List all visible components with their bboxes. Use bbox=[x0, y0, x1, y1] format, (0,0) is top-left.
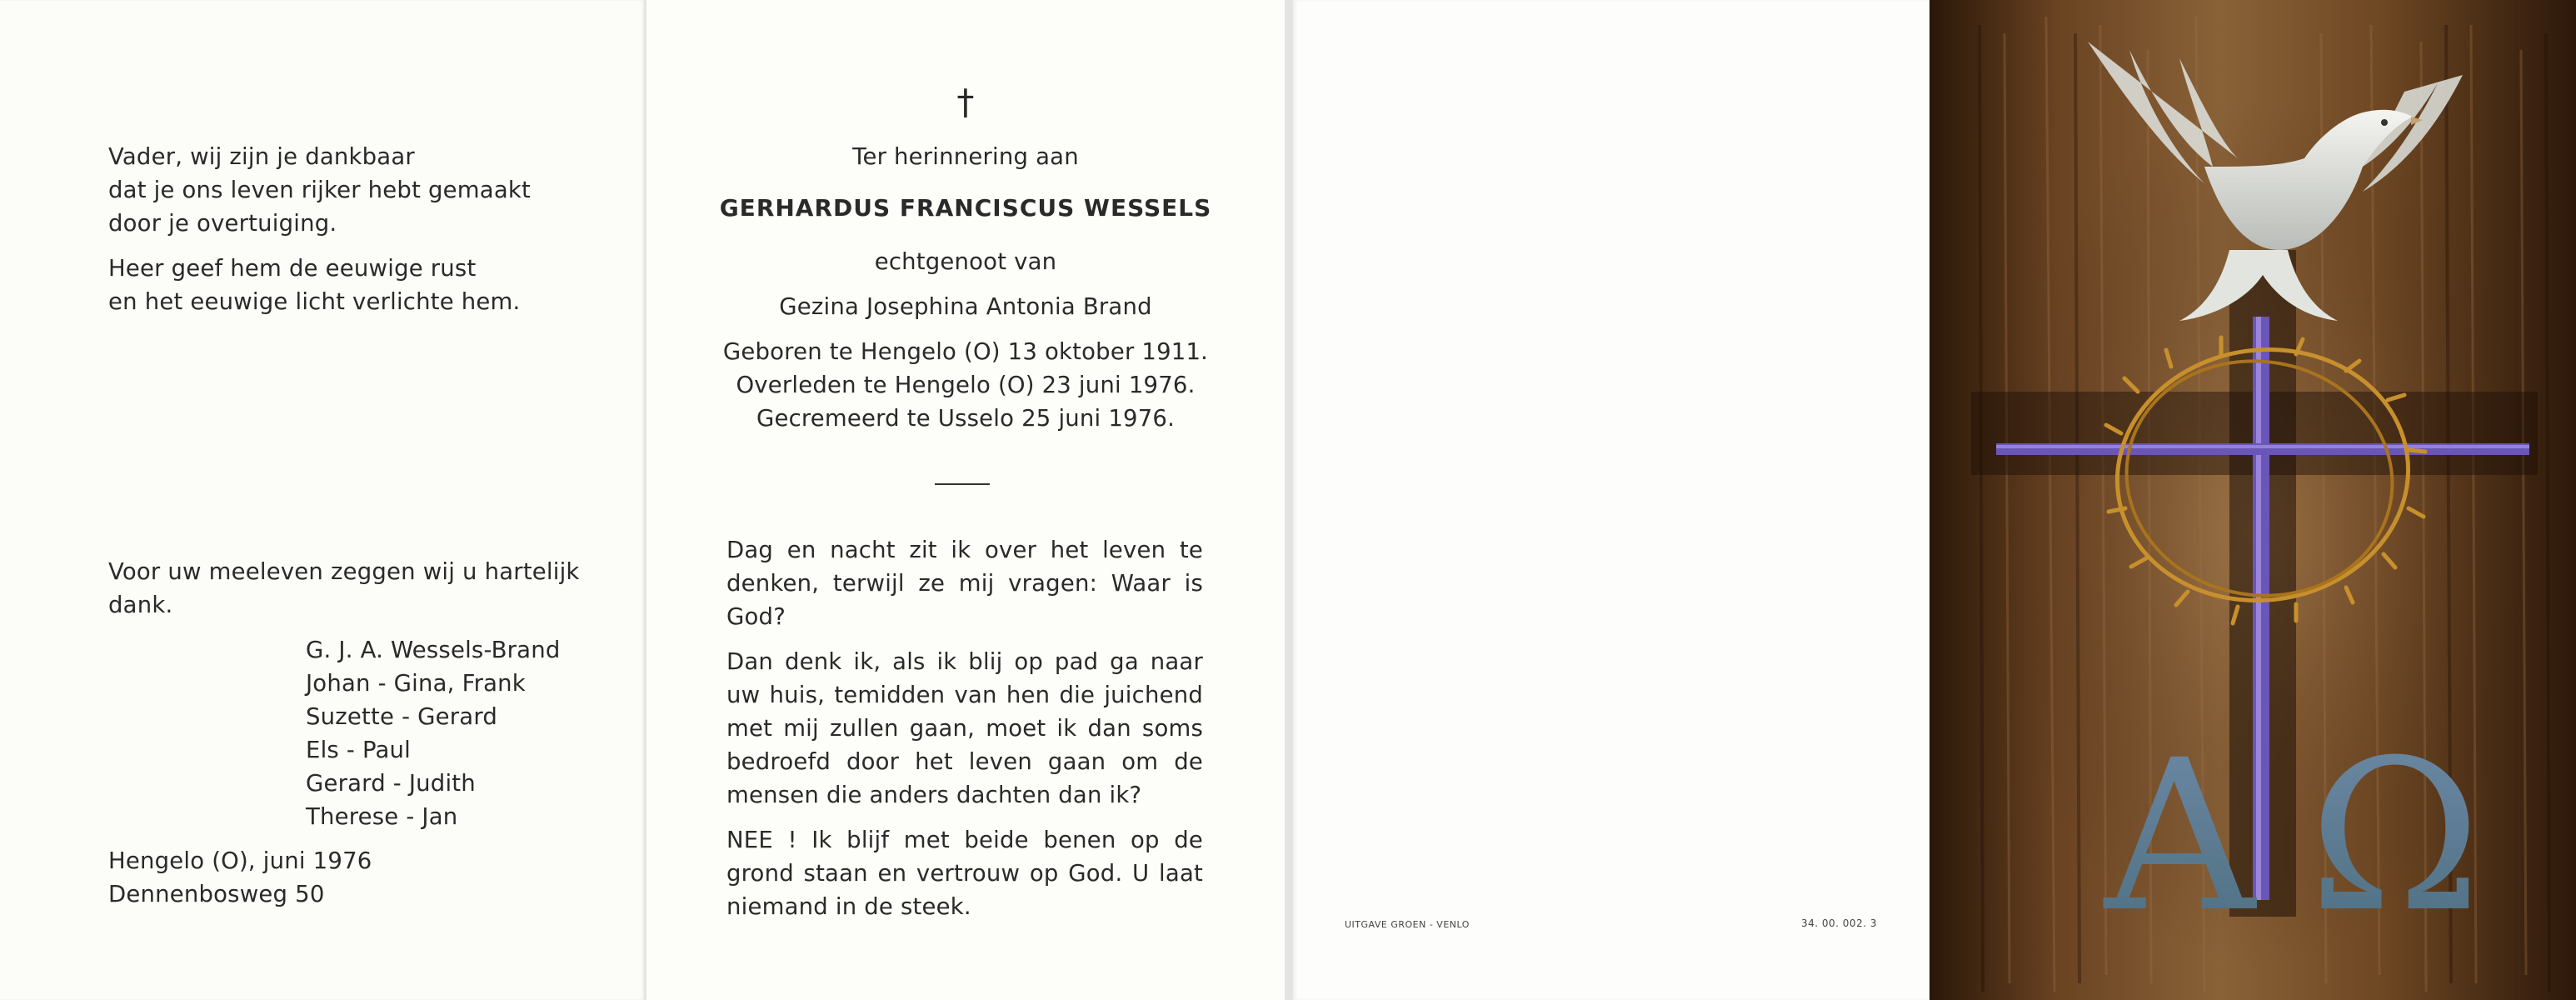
spouse-intro: echtgenoot van bbox=[874, 248, 1057, 275]
print-code: 34. 00. 002. 3 bbox=[1801, 918, 1877, 929]
poem-line: Dan denk ik, als ik blij op pad ga naar bbox=[726, 648, 1203, 675]
poem-line: denken, terwijl ze mij vragen: Waar is bbox=[726, 570, 1203, 597]
thanks-line: dank. bbox=[108, 592, 173, 618]
verse-line: door je overtuiging. bbox=[108, 210, 337, 237]
family-name: Johan - Gina, Frank bbox=[306, 670, 526, 697]
family-name: Els - Paul bbox=[306, 737, 412, 763]
birth-date: Geboren te Hengelo (O) 13 oktober 1911. bbox=[722, 338, 1209, 365]
cover-artwork bbox=[1930, 0, 2576, 1000]
publisher-credit: UITGAVE GROEN - VENLO bbox=[1345, 919, 1470, 930]
center-inner-page bbox=[646, 0, 1285, 1000]
verse-line: Heer geef hem de eeuwige rust bbox=[108, 255, 477, 282]
poem-line: met mij zullen gaan, moet ik dan soms bbox=[726, 715, 1203, 742]
family-name: Therese - Jan bbox=[306, 803, 458, 830]
poem-line: Dag en nacht zit ik over het leven te bbox=[726, 537, 1203, 563]
poem-line: mensen die anders dachten dan ik? bbox=[726, 782, 1142, 808]
cross-icon: † bbox=[956, 82, 975, 122]
poem-line: God? bbox=[726, 603, 786, 630]
death-date: Overleden te Hengelo (O) 23 juni 1976. bbox=[736, 372, 1196, 398]
deceased-name: GERHARDUS FRANCISCUS WESSELS bbox=[719, 194, 1212, 222]
poem-line: uw huis, temidden van hen die juichend bbox=[726, 682, 1203, 708]
spouse-name: Gezina Josephina Antonia Brand bbox=[779, 293, 1152, 320]
divider bbox=[935, 483, 990, 485]
address-line: Hengelo (O), juni 1976 bbox=[108, 848, 372, 874]
back-page bbox=[1293, 0, 1930, 1000]
poem-line: grond staan en vertrouw op God. U laat bbox=[726, 860, 1203, 887]
poem-line: niemand in de steek. bbox=[726, 893, 971, 920]
family-name: Suzette - Gerard bbox=[306, 703, 497, 730]
address-line: Dennenbosweg 50 bbox=[108, 881, 325, 908]
verse-line: dat je ons leven rijker hebt gemaakt bbox=[108, 177, 531, 203]
alpha-icon: A bbox=[2104, 715, 2255, 958]
omega-icon: Ω bbox=[2309, 715, 2482, 958]
cover-painting bbox=[1930, 0, 2576, 1000]
memorial-intro: Ter herinnering aan bbox=[852, 143, 1079, 170]
poem-line: NEE ! Ik blijf met beide benen op de bbox=[726, 827, 1203, 853]
thanks-line: Voor uw meeleven zeggen wij u hartelijk bbox=[108, 558, 580, 585]
family-name: Gerard - Judith bbox=[306, 770, 476, 797]
verse-line: Vader, wij zijn je dankbaar bbox=[108, 143, 415, 170]
family-name: G. J. A. Wessels-Brand bbox=[306, 637, 561, 663]
left-inner-page bbox=[0, 0, 644, 1000]
verse-line: en het eeuwige licht verlichte hem. bbox=[108, 288, 521, 315]
cremation-date: Gecremeerd te Usselo 25 juni 1976. bbox=[756, 405, 1176, 432]
poem-line: bedroefd door het leven gaan om de bbox=[726, 748, 1203, 775]
